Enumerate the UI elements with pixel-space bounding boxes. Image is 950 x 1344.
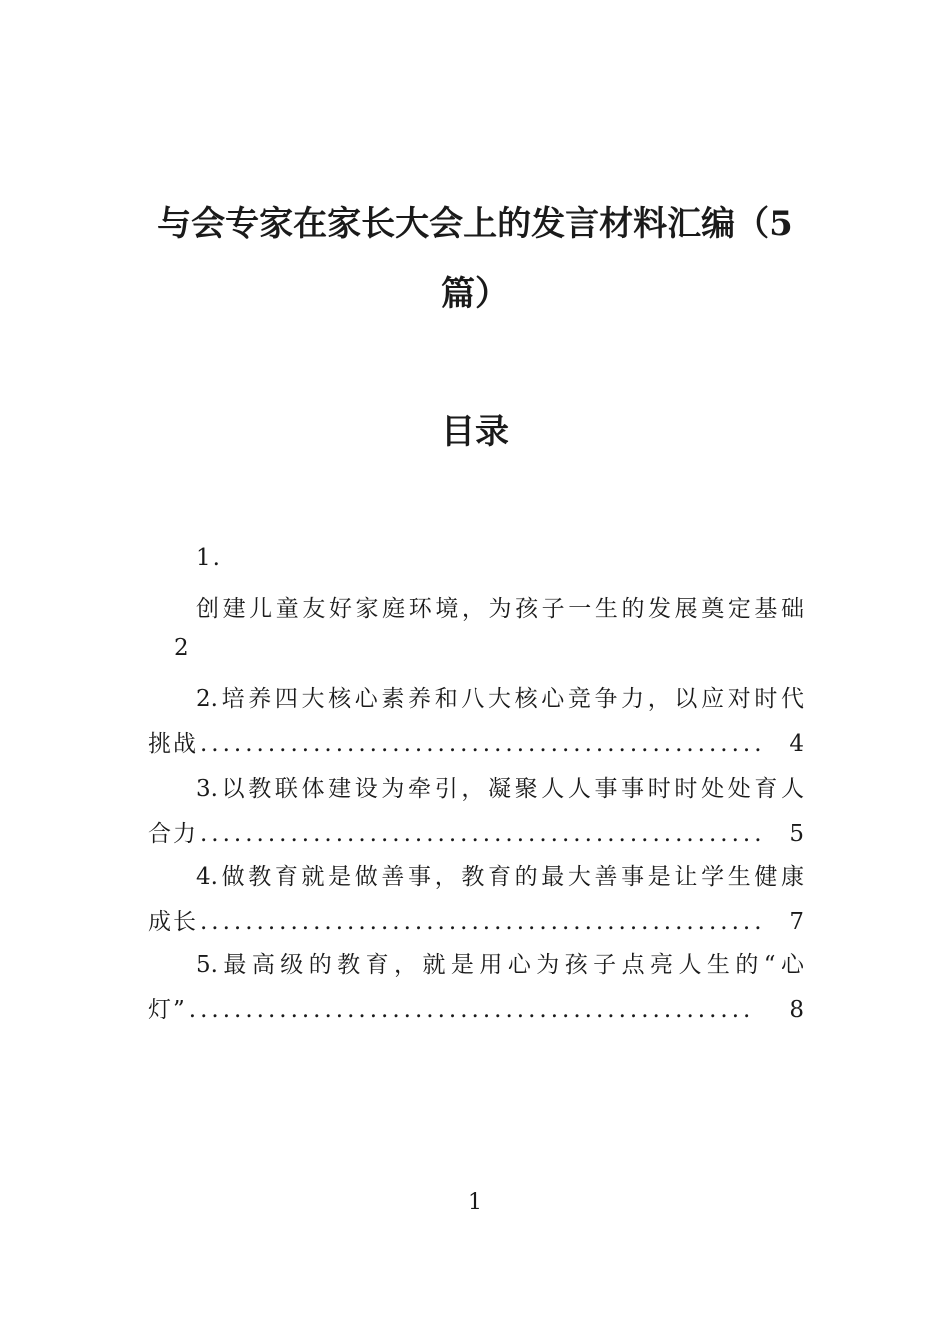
toc-heading: 目录 xyxy=(441,412,509,452)
toc-entry-2-page: 4 xyxy=(789,731,804,757)
toc-entry-5-title-end: 灯” xyxy=(148,997,187,1023)
toc-entry-2-title-end: 挑战 xyxy=(148,731,198,757)
toc-entry-2-title[interactable]: 2.培养四大核心素养和八大核心竞争力，以应对时代 xyxy=(196,686,804,712)
toc-entry-4-leader: .................................................. xyxy=(200,909,766,935)
toc-entry-4-page: 7 xyxy=(789,909,804,935)
toc-entry-1-number[interactable]: 1. xyxy=(196,545,222,571)
toc-entry-4-title-end: 成长 xyxy=(148,909,198,935)
toc-entry-3-page: 5 xyxy=(789,821,804,847)
toc-entry-5-title[interactable]: 5.最高级的教育，就是用心为孩子点亮人生的“心 xyxy=(196,952,804,978)
toc-entry-3-leader: .................................................. xyxy=(200,821,766,847)
toc-entry-2-leader: .................................................. xyxy=(200,731,766,757)
toc-entry-1-title[interactable]: 创建儿童友好家庭环境，为孩子一生的发展奠定基础 xyxy=(196,596,804,622)
toc-entry-4-title[interactable]: 4.做教育就是做善事，教育的最大善事是让学生健康 xyxy=(196,864,804,890)
toc-entry-3-continuation[interactable] xyxy=(148,815,804,848)
toc-entry-5-page: 8 xyxy=(789,997,804,1023)
toc-entry-4-continuation[interactable] xyxy=(148,903,804,936)
toc-entry-5-leader: .................................................. xyxy=(188,997,755,1023)
toc-entry-2-continuation[interactable] xyxy=(148,725,804,758)
toc-entry-3-title-end: 合力 xyxy=(148,821,198,847)
document-title-line-2: 篇） xyxy=(441,274,509,314)
document-title-line-1: 与会专家在家长大会上的发言材料汇编（5 xyxy=(157,204,793,244)
toc-entry-3-title[interactable]: 3.以教联体建设为牵引，凝聚人人事事时时处处育人 xyxy=(196,776,804,802)
footer-page-number: 1 xyxy=(468,1190,482,1215)
toc-entry-1-page[interactable]: 2 xyxy=(174,635,191,661)
toc-entry-5-continuation[interactable] xyxy=(148,991,804,1024)
